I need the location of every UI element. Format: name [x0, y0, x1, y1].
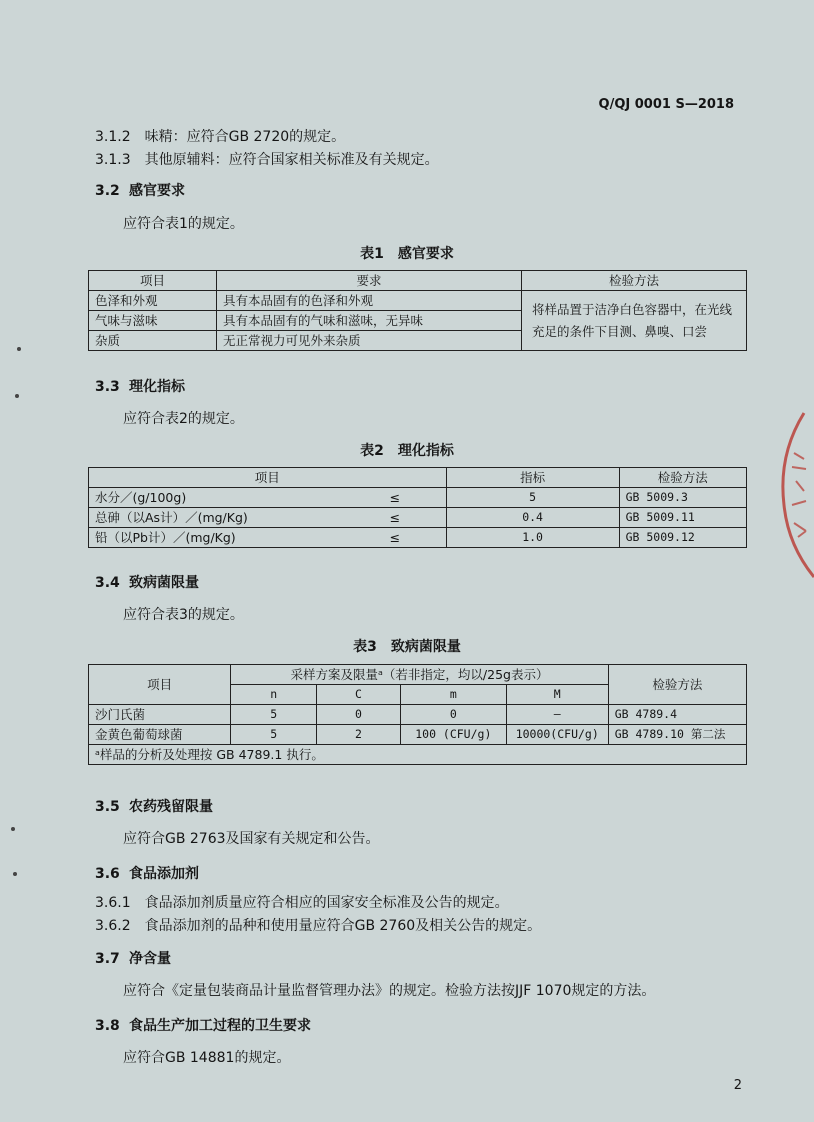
section-title: 致病菌限量 — [129, 575, 199, 591]
table-cell: GB 5009.3 — [619, 488, 746, 508]
table-cell-operator: ≤ — [384, 488, 447, 508]
table-header-cell: 项目 — [89, 271, 217, 291]
section-number: 3.5 — [95, 799, 120, 815]
section-3-2-body: 应符合表1的规定。 — [123, 216, 244, 232]
table-header-row — [89, 271, 747, 291]
table-header-cell: n — [231, 685, 317, 705]
section-3-2-heading — [95, 180, 185, 200]
table-header-cell: 采样方案及限量ᵃ（若非指定，均以/25g表示） — [231, 665, 608, 685]
table-cell: – — [506, 705, 608, 725]
clause-3-6-2: 3.6.2 食品添加剂的品种和使用量应符合GB 2760及相关公告的规定。 — [95, 918, 542, 934]
section-number: 3.8 — [95, 1018, 120, 1034]
table-cell: GB 5009.11 — [619, 508, 746, 528]
section-3-4-body: 应符合表3的规定。 — [123, 607, 244, 623]
table-header-cell: 项目 — [89, 468, 447, 488]
table-cell: GB 4789.4 — [608, 705, 746, 725]
table2-caption: 表2 理化指标 — [360, 443, 454, 459]
section-3-7-heading — [95, 948, 171, 968]
seal-stamp — [774, 405, 814, 585]
table-cell: 杂质 — [89, 331, 217, 351]
table-cell: 具有本品固有的气味和滋味，无异味 — [217, 311, 522, 331]
table-header-cell: 要求 — [217, 271, 522, 291]
table-physicochemical — [88, 467, 747, 548]
table-note-row — [89, 745, 747, 765]
section-title: 农药残留限量 — [129, 799, 213, 815]
table-cell: 1.0 — [446, 528, 619, 548]
table-cell: 具有本品固有的色泽和外观 — [217, 291, 522, 311]
section-3-8-heading — [95, 1015, 311, 1035]
section-3-5-heading — [95, 796, 213, 816]
table-row — [89, 528, 747, 548]
table-cell: 10000(CFU/g) — [506, 725, 608, 745]
table-pathogen — [88, 664, 747, 765]
document-code: Q/QJ 0001 S—2018 — [598, 97, 734, 112]
section-3-3-body: 应符合表2的规定。 — [123, 411, 244, 427]
clause-3-1-2: 3.1.2 味精：应符合GB 2720的规定。 — [95, 129, 346, 145]
table-cell: 100 (CFU/g) — [400, 725, 506, 745]
binding-hole — [15, 394, 19, 398]
binding-hole — [17, 347, 21, 351]
binding-hole — [13, 872, 17, 876]
table-sensory — [88, 270, 747, 351]
section-number: 3.3 — [95, 379, 120, 395]
table-row — [89, 291, 747, 311]
table-cell: 气味与滋味 — [89, 311, 217, 331]
table-header-cell: m — [400, 685, 506, 705]
table-row — [89, 705, 747, 725]
section-title: 理化指标 — [129, 379, 185, 395]
table-cell: 铅（以Pb计）／(mg/Kg) — [89, 528, 384, 548]
table-cell: 5 — [231, 725, 317, 745]
section-number: 3.6 — [95, 866, 120, 882]
table-header-cell: 检验方法 — [619, 468, 746, 488]
table-cell: 0 — [317, 705, 401, 725]
binding-hole — [11, 827, 15, 831]
section-title: 食品生产加工过程的卫生要求 — [129, 1018, 311, 1034]
section-3-4-heading — [95, 572, 199, 592]
table-cell: 金黄色葡萄球菌 — [89, 725, 231, 745]
table-cell: GB 4789.10 第二法 — [608, 725, 746, 745]
table-row — [89, 725, 747, 745]
table-cell: 色泽和外观 — [89, 291, 217, 311]
table-cell: 0 — [400, 705, 506, 725]
table-header-row — [89, 665, 747, 685]
table-header-cell: C — [317, 685, 401, 705]
table3-caption: 表3 致病菌限量 — [353, 639, 461, 655]
table-cell: GB 5009.12 — [619, 528, 746, 548]
table-footnote: ᵃ样品的分析及处理按 GB 4789.1 执行。 — [89, 745, 747, 765]
table-cell: 5 — [231, 705, 317, 725]
table-cell: 水分／(g/100g) — [89, 488, 384, 508]
section-3-6-heading — [95, 863, 199, 883]
clause-3-1-3: 3.1.3 其他原辅料：应符合国家相关标准及有关规定。 — [95, 152, 439, 168]
table-header-cell: 检验方法 — [522, 271, 747, 291]
section-number: 3.4 — [95, 575, 120, 591]
section-number: 3.2 — [95, 183, 120, 199]
section-title: 感官要求 — [129, 183, 185, 199]
section-3-8-body: 应符合GB 14881的规定。 — [123, 1050, 291, 1066]
table-row — [89, 488, 747, 508]
table-header-cell: 检验方法 — [608, 665, 746, 705]
table-cell-operator: ≤ — [384, 528, 447, 548]
clause-3-6-1: 3.6.1 食品添加剂质量应符合相应的国家安全标准及公告的规定。 — [95, 895, 509, 911]
table-cell: 沙门氏菌 — [89, 705, 231, 725]
table-cell: 2 — [317, 725, 401, 745]
table-cell-operator: ≤ — [384, 508, 447, 528]
section-title: 净含量 — [129, 951, 171, 967]
table-header-cell: M — [506, 685, 608, 705]
table-row — [89, 508, 747, 528]
table-cell: 无正常视力可见外来杂质 — [217, 331, 522, 351]
table-cell: 0.4 — [446, 508, 619, 528]
table-header-cell: 指标 — [446, 468, 619, 488]
section-3-3-heading — [95, 376, 185, 396]
section-3-7-body: 应符合《定量包装商品计量监督管理办法》的规定。检验方法按JJF 1070规定的方法。 — [123, 983, 656, 999]
table-cell: 总砷（以As计）／(mg/Kg) — [89, 508, 384, 528]
table-cell-method: 将样品置于洁净白色容器中，在光线充足的条件下目测、鼻嗅、口尝 — [522, 291, 747, 351]
table-header-cell: 项目 — [89, 665, 231, 705]
table-cell: 5 — [446, 488, 619, 508]
section-number: 3.7 — [95, 951, 120, 967]
table1-caption: 表1 感官要求 — [360, 246, 454, 262]
section-3-5-body: 应符合GB 2763及国家有关规定和公告。 — [123, 831, 380, 847]
page-number: 2 — [733, 1078, 742, 1093]
table-header-row — [89, 468, 747, 488]
section-title: 食品添加剂 — [129, 866, 199, 882]
